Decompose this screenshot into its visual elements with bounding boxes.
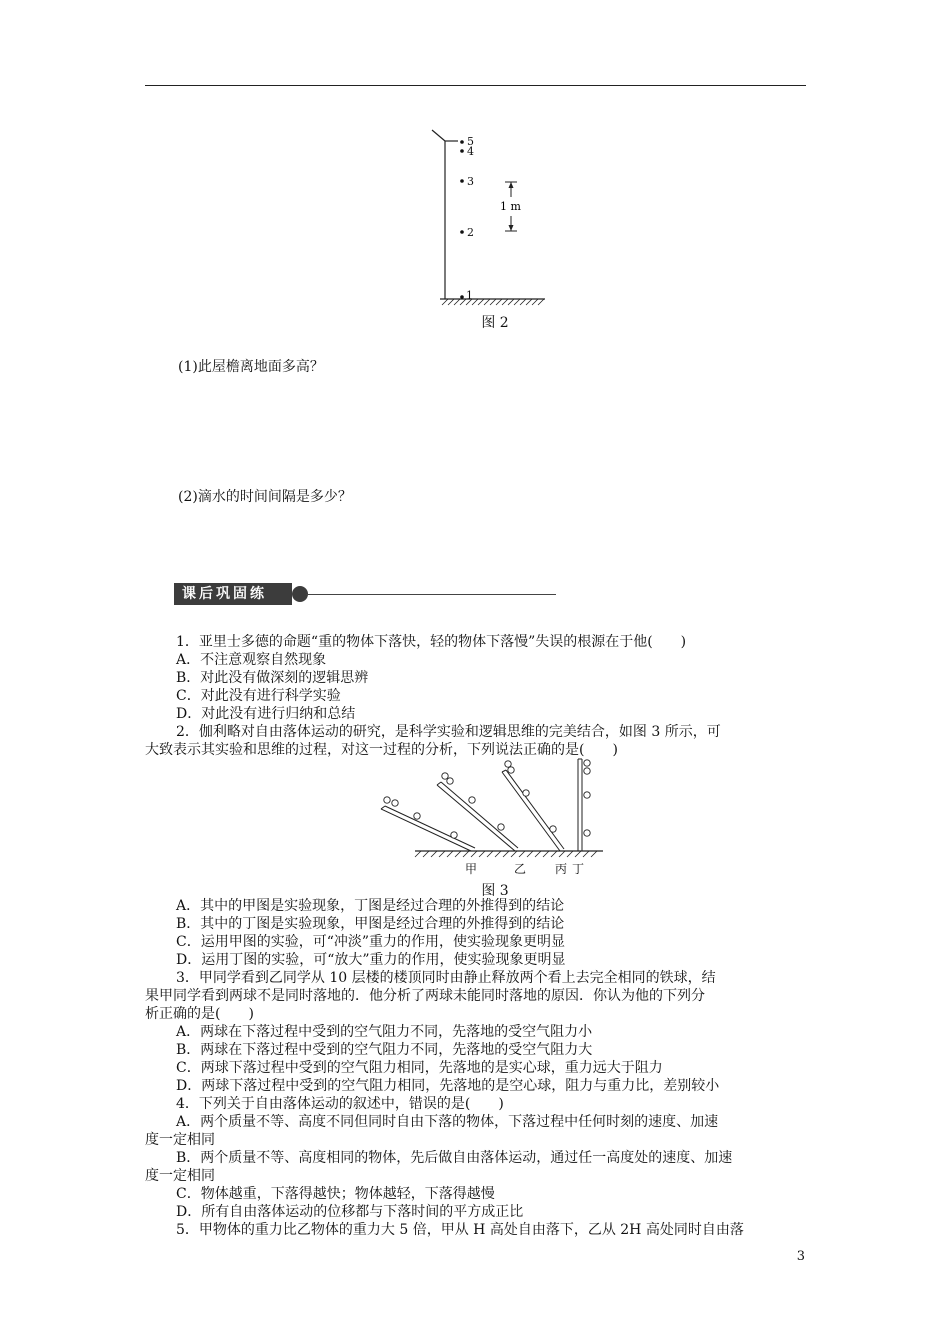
drop-label-5: 5 [467, 135, 474, 148]
text-line: D．两球下落过程中受到的空气阻力相同，先落地的是空心球，阻力与重力比，差别较小 [176, 1078, 720, 1094]
figure-2-diagram [430, 125, 550, 315]
drop-label-1: 1 [466, 289, 473, 302]
drop-label-2: 2 [467, 226, 474, 239]
text-line: 5．甲物体的重力比乙物体的重力大 5 倍，甲从 H 高处自由落下，乙从 2H 高处同时自由落 [176, 1222, 744, 1238]
text-line: D．运用丁图的实验，可“放大”重力的作用，使实验现象更明显 [176, 952, 566, 968]
text-line: B．对此没有做深刻的逻辑思辨 [176, 670, 369, 686]
text-line: C．运用甲图的实验，可“冲淡”重力的作用，使实验现象更明显 [176, 934, 566, 950]
text-line: A．两球在下落过程中受到的空气阻力不同，先落地的受空气阻力小 [176, 1024, 593, 1040]
text-line: 大致表示其实验和思维的过程，对这一过程的分析，下列说法正确的是( ) [145, 742, 618, 758]
text-line: B．其中的丁图是实验现象，甲图是经过合理的外推得到的结论 [176, 916, 565, 932]
incline-label-bing: 丙 [555, 862, 568, 876]
text-line: A．不注意观察自然现象 [176, 652, 327, 668]
text-line: 析正确的是( ) [145, 1006, 254, 1022]
question-part-1: (1)此屋檐离地面多高？ [178, 359, 324, 375]
dimension-label: 1 m [500, 200, 521, 213]
text-line: 4．下列关于自由落体运动的叙述中，错误的是( ) [176, 1096, 504, 1112]
text-line: A．其中的甲图是实验现象，丁图是经过合理的外推得到的结论 [176, 898, 565, 914]
text-line: C．物体越重，下落得越快；物体越轻，下落得越慢 [176, 1186, 495, 1202]
text-line: D．所有自由落体运动的位移都与下落时间的平方成正比 [176, 1204, 524, 1220]
text-line: 1．亚里士多德的命题“重的物体下落快，轻的物体下落慢”失误的根源在于他( ) [176, 634, 687, 650]
text-line: 度一定相同 [145, 1132, 215, 1148]
text-line: C．两球下落过程中受到的空气阻力相同，先落地的是实心球，重力远大于阻力 [176, 1060, 663, 1076]
text-line: B．两个质量不等、高度相同的物体，先后做自由落体运动，通过任一高度处的速度、加速 [176, 1150, 733, 1166]
section-rule [306, 594, 556, 595]
text-line: 果甲同学看到两球不是同时落地的．他分析了两球未能同时落地的原因．你认为他的下列分 [145, 988, 705, 1004]
incline-label-yi: 乙 [514, 862, 527, 876]
header-rule [145, 85, 806, 86]
figure-3-diagram [375, 757, 615, 882]
figure-3-caption: 图 3 [481, 883, 509, 899]
text-line: C．对此没有进行科学实验 [176, 688, 341, 704]
text-line: 3．甲同学看到乙同学从 10 层楼的楼顶同时由静止释放两个看上去完全相同的铁球，结 [176, 970, 716, 986]
incline-label-ding: 丁 [572, 862, 585, 876]
incline-label-jia: 甲 [465, 862, 478, 876]
question-part-2: (2)滴水的时间间隔是多少？ [178, 489, 352, 505]
drop-label-4: 4 [467, 145, 474, 158]
drop-label-3: 3 [467, 175, 474, 188]
text-line: A．两个质量不等、高度不同但同时自由下落的物体，下落过程中任何时刻的速度、加速 [176, 1114, 719, 1130]
figure-2-caption: 图 2 [481, 315, 509, 331]
text-line: 2．伽利略对自由落体运动的研究，是科学实验和逻辑思维的完美结合，如图 3 所示，可 [176, 724, 721, 740]
text-line: D．对此没有进行归纳和总结 [176, 706, 356, 722]
page-number: 3 [796, 1249, 805, 1264]
text-line: 度一定相同 [145, 1168, 215, 1184]
text-line: B．两球在下落过程中受到的空气阻力不同，先落地的受空气阻力大 [176, 1042, 593, 1058]
section-title: 课后巩固练 [174, 583, 292, 605]
